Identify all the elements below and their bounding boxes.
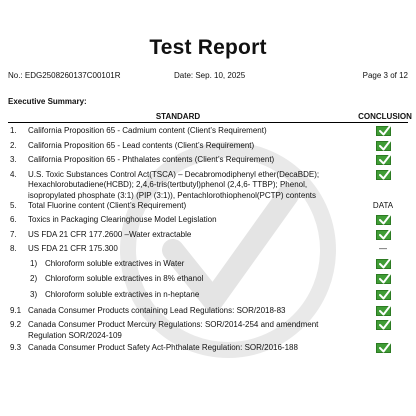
row-standard-text: Chloroform soluble extractives in Water [45,259,185,268]
report-date: Date: Sep. 10, 2025 [174,71,246,80]
check-icon [376,170,391,180]
row-number: 8. [10,244,17,253]
check-icon [376,141,391,151]
row-standard-text: Toxics in Packaging Clearinghouse Model Legislation [28,215,217,224]
row-number: 3) [30,289,38,299]
row-number: 9.2 [10,320,22,329]
row-standard-text: U.S. Toxic Substances Control Act(TSCA) – Decabromodiphenyl ether(DecaBDE); Hexachlorobutadiene(HCBD); 2,4,6-tris(tertbutyl)phenol (2,4,6- TTBP); Phenol, isopropylated phosphate (3:1) (PIP (3:1)), Pentachlorothiophenol(PCTP) contents [28,169,320,200]
row-standard-text: Canada Consumer Product Mercury Regulations: SOR/2014-254 and amendment Regulation SOR/2024-109 [28,320,319,340]
conclusion-value: — [379,244,387,253]
row-number: 5. [10,200,17,210]
check-icon [376,274,391,284]
pass-check-icon [356,126,410,137]
conclusion-text [356,244,410,255]
row-number: 1) [30,259,38,268]
check-icon [376,320,391,330]
check-icon [376,155,391,165]
conclusion-value: DATA [372,200,394,210]
pass-check-icon [356,215,410,226]
pass-check-icon [356,306,410,317]
check-icon [376,230,391,240]
conclusion-text [356,201,410,212]
executive-summary-heading: Executive Summary: [8,97,87,106]
pass-check-icon [356,155,410,166]
check-icon [376,215,391,225]
row-number: 9.1 [10,305,22,315]
pass-check-icon [356,230,410,241]
conclusion-column-header: CONCLUSION [358,112,412,121]
row-number: 3. [10,155,17,164]
header-divider [8,122,408,123]
check-icon [376,126,391,136]
row-number: 7. [10,229,17,239]
row-number: 6. [10,215,17,224]
row-standard-text: California Proposition 65 - Phthalates contents (Client’s Requirement) [28,155,275,164]
row-number: 2) [30,274,38,283]
pass-check-icon [356,259,410,270]
row-number: 4. [10,169,17,179]
check-icon [376,259,391,269]
pass-check-icon [356,141,410,152]
row-standard-text: Chloroform soluble extractives in n-heptane [45,289,200,299]
pass-check-icon [356,320,410,331]
row-number: 1. [10,126,17,135]
pass-check-icon [356,274,410,285]
row-standard-text: Canada Consumer Products containing Lead Regulations: SOR/2018-83 [28,305,286,315]
standard-column-header: STANDARD [155,112,201,121]
check-icon [376,290,391,300]
row-standard-text: Total Fluorine content (Client’s Requirement) [28,200,187,210]
page-indicator: Page 3 of 12 [362,71,408,80]
row-standard-text: US FDA 21 CFR 175.300 [28,244,118,253]
pass-check-icon [356,290,410,301]
row-number: 9.3 [10,342,22,352]
pass-check-icon [356,170,410,181]
row-standard-text: Canada Consumer Product Safety Act-Phthalate Regulation: SOR/2016-188 [28,342,298,352]
check-icon [376,306,391,316]
check-icon [376,343,391,353]
row-standard-text: California Proposition 65 - Lead contents (Client’s Requirement) [28,140,255,150]
row-standard-text: Chloroform soluble extractives in 8% ethanol [45,274,204,283]
report-title: Test Report [149,36,267,59]
row-standard-text: California Proposition 65 - Cadmium content (Client’s Requirement) [28,126,267,135]
row-standard-text: US FDA 21 CFR 177.2600 –Water extractable [28,229,192,239]
report-number: No.: EDG2508260137C00101R [8,71,121,80]
pass-check-icon [356,343,410,354]
row-number: 2. [10,140,17,150]
